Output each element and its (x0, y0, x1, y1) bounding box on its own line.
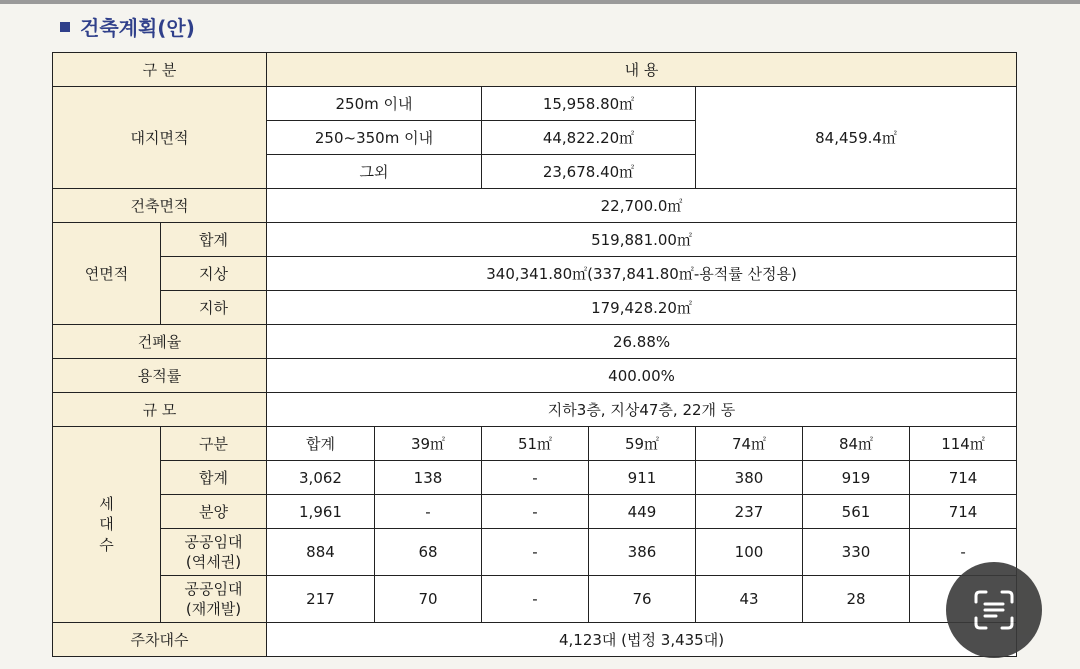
floor-area-total-value: 519,881.00㎡ (267, 223, 1017, 257)
households-label (53, 427, 161, 623)
unit-cell: 1,961 (267, 495, 375, 529)
building-plan-table (52, 52, 1017, 657)
unit-cell: 28 (803, 576, 910, 623)
unit-cell: - (910, 529, 1017, 576)
far-label: 용적률 (53, 359, 267, 393)
unit-cell: 70 (375, 576, 482, 623)
unit-cell: 76 (589, 576, 696, 623)
unit-cell: 43 (696, 576, 803, 623)
unit-cell: 237 (696, 495, 803, 529)
text-scan-icon (972, 588, 1016, 632)
site-area-label: 대지면적 (53, 87, 267, 189)
unit-cell: 330 (803, 529, 910, 576)
site-area-range-3: 그외 (267, 155, 482, 189)
unit-cell: 884 (267, 529, 375, 576)
unit-cell: - (375, 495, 482, 529)
floor-area-label: 연면적 (53, 223, 161, 325)
site-area-range-2: 250~350m 이내 (267, 121, 482, 155)
households-label-char: 세 (99, 495, 114, 514)
unit-cell: 714 (910, 495, 1017, 529)
unit-cell: 911 (589, 461, 696, 495)
table-row (53, 461, 1017, 495)
site-area-value-1: 15,958.80㎡ (482, 87, 696, 121)
unit-column-header: 39㎡ (375, 427, 482, 461)
unit-column-header: 구분 (161, 427, 267, 461)
coverage-value: 26.88% (267, 325, 1017, 359)
unit-row-label-line: 공공임대 (184, 532, 243, 551)
heading-text: 건축계획(안) (80, 16, 195, 40)
building-area-label: 건축면적 (53, 189, 267, 223)
unit-column-header: 59㎡ (589, 427, 696, 461)
unit-cell: 217 (267, 576, 375, 623)
unit-column-header: 74㎡ (696, 427, 803, 461)
header-category: 구 분 (53, 53, 267, 87)
unit-cell: 919 (803, 461, 910, 495)
floor-area-below-label: 지하 (161, 291, 267, 325)
unit-cell: 100 (696, 529, 803, 576)
coverage-label: 건폐율 (53, 325, 267, 359)
parking-value: 4,123대 (법정 3,435대) (267, 623, 1017, 657)
unit-column-header: 84㎡ (803, 427, 910, 461)
site-area-range-1: 250m 이내 (267, 87, 482, 121)
parking-label: 주차대수 (53, 623, 267, 657)
unit-row-label-line: 공공임대 (184, 579, 243, 598)
unit-row-label: 합계 (161, 461, 267, 495)
square-bullet-icon (60, 22, 70, 32)
unit-cell: - (482, 576, 589, 623)
unit-cell: - (482, 495, 589, 529)
far-value: 400.00% (267, 359, 1017, 393)
table-row (53, 529, 1017, 576)
unit-row-label-line: (역세권) (185, 553, 242, 571)
unit-cell: 68 (375, 529, 482, 576)
unit-cell: 3,062 (267, 461, 375, 495)
floor-area-total-label: 합계 (161, 223, 267, 257)
top-border-line (0, 0, 1080, 4)
unit-cell: - (482, 461, 589, 495)
table-row (53, 576, 1017, 623)
table-row (53, 495, 1017, 529)
unit-cell: 386 (589, 529, 696, 576)
site-area-value-2: 44,822.20㎡ (482, 121, 696, 155)
unit-cell: 380 (696, 461, 803, 495)
unit-column-header: 합계 (267, 427, 375, 461)
unit-row-label (161, 576, 267, 623)
unit-row-label: 분양 (161, 495, 267, 529)
text-scan-button[interactable] (946, 562, 1042, 658)
unit-cell: 561 (803, 495, 910, 529)
building-area-value: 22,700.0㎡ (267, 189, 1017, 223)
unit-column-header: 114㎡ (910, 427, 1017, 461)
site-area-value-3: 23,678.40㎡ (482, 155, 696, 189)
floor-area-below-value: 179,428.20㎡ (267, 291, 1017, 325)
unit-row-label (161, 529, 267, 576)
unit-cell: - (482, 529, 589, 576)
unit-cell: 138 (375, 461, 482, 495)
page-heading (60, 12, 195, 41)
households-label-char: 대 (99, 515, 114, 534)
site-area-total: 84,459.4㎡ (696, 87, 1017, 189)
header-content: 내 용 (267, 53, 1017, 87)
unit-cell: 714 (910, 461, 1017, 495)
floor-area-above-label: 지상 (161, 257, 267, 291)
unit-row-label-line: (재개발) (185, 600, 242, 618)
scale-label: 규 모 (53, 393, 267, 427)
unit-cell: 449 (589, 495, 696, 529)
floor-area-above-value: 340,341.80㎡(337,841.80㎡-용적률 산정용) (267, 257, 1017, 291)
households-label-char: 수 (99, 535, 114, 554)
unit-column-header: 51㎡ (482, 427, 589, 461)
scale-value: 지하3층, 지상47층, 22개 동 (267, 393, 1017, 427)
